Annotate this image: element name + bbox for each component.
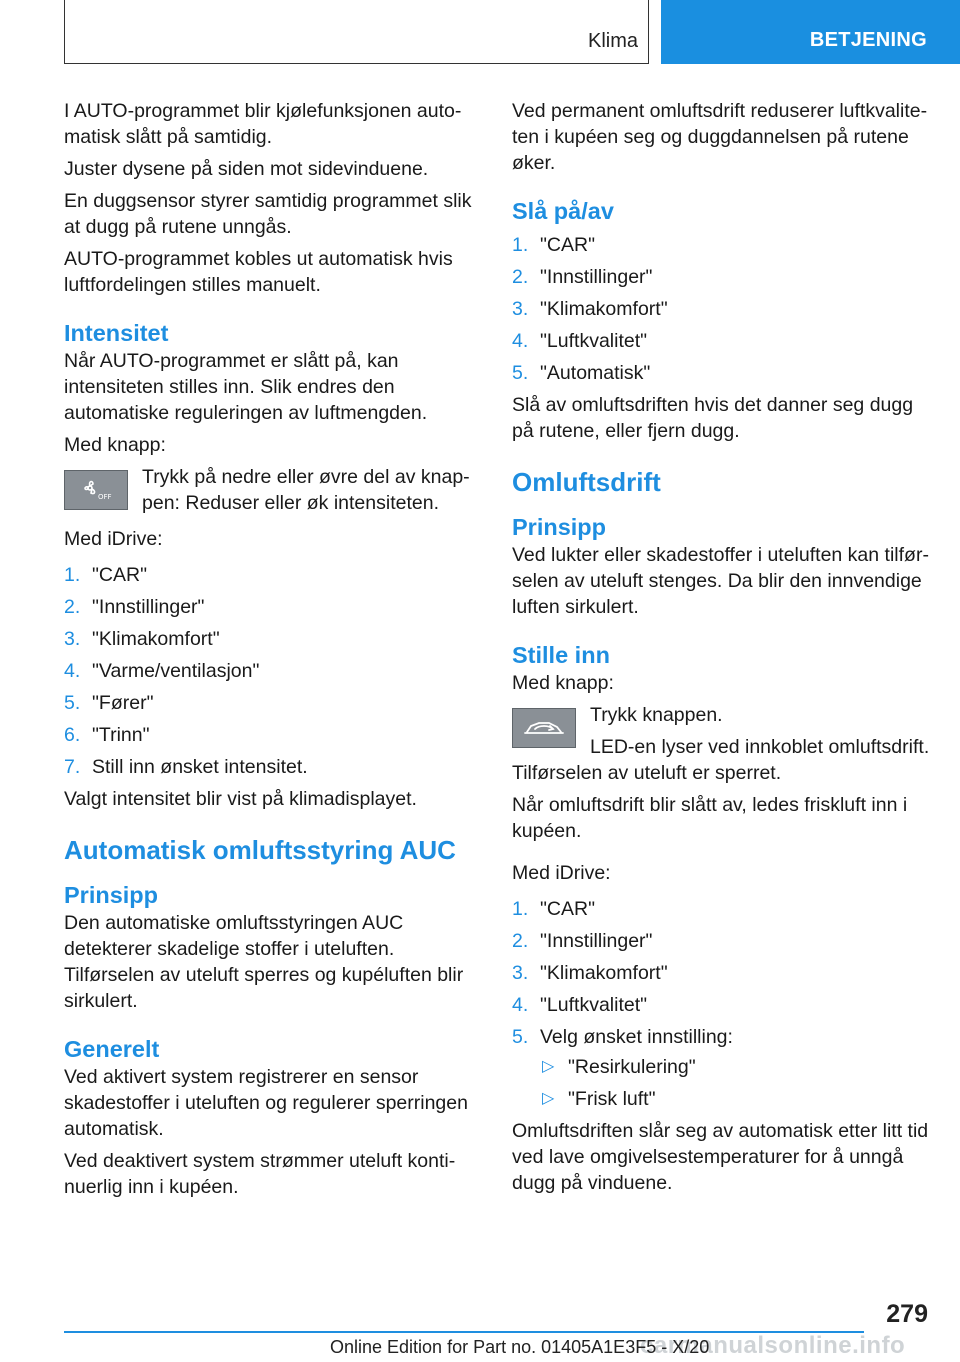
paragraph: I AUTO-programmet blir kjølefunksjonen automatisk slått på samtidig. — [64, 100, 462, 148]
heading-prinsipp: Prinsipp — [64, 882, 159, 908]
list-item: 2. "Innstillinger" — [512, 266, 653, 288]
svg-text:OFF: OFF — [98, 493, 112, 501]
fan-button-description: Trykk på nedre eller øvre del av knappen: Reduser eller øk intensiteten. — [142, 466, 470, 514]
paragraph: Omluftsdriften slår seg av automatisk etter litt tid ved lave omgivelsestemperaturer for å unngå dugg på vinduene. — [512, 1120, 929, 1194]
page-header — [0, 0, 960, 66]
heading-omluftsdrift: Omluftsdrift — [512, 467, 661, 497]
paragraph: Når AUTO-programmet er slått på, kan intensiteten stilles inn. Slik endres den automatiske reguleringen av luftmengden. — [64, 350, 428, 424]
list-item: 4. "Luftkvalitet" — [512, 330, 648, 352]
paragraph: AUTO-programmet kobles ut automatisk hvis luftfordelingen stilles manuelt. — [64, 248, 453, 296]
paragraph: Ved permanent omluftsdrift reduserer luftkvaliteten i kupéen seg og duggdannelsen på rutene øker. — [512, 100, 928, 174]
right-column — [512, 98, 932, 1202]
paragraph: Juster dysene på siden mot sidevinduene. — [64, 158, 429, 180]
page-number: 279 — [886, 1300, 928, 1328]
heading-stille-inn: Stille inn — [512, 642, 610, 668]
list-item: 3. "Klimakomfort" — [512, 962, 668, 984]
paragraph: Ved deaktivert system strømmer uteluft kontinuerlig inn i kupéen. — [64, 1150, 456, 1198]
paragraph: Den automatiske omluftsstyringen AUC detekterer skadelige stoffer i uteluften. Tilførselen av uteluft sperres og kupéluften blir sirkulert. — [64, 912, 464, 1012]
heading-prinsipp: Prinsipp — [512, 514, 607, 540]
list-item: 7. Still inn ønsket intensitet. — [64, 756, 308, 778]
list-item: 5. "Automatisk" — [512, 362, 651, 384]
list-item: 1. "CAR" — [512, 898, 596, 920]
list-item: ▷ "Resirkulering" — [542, 1056, 696, 1078]
knapp-label: Med knapp: — [512, 672, 614, 694]
knapp-label: Med knapp: — [64, 434, 166, 456]
list-item: 5. Velg ønsket innstilling: ▷ "Resirkulering" ▷ "Frisk luft" — [512, 1024, 932, 1112]
list-item: ▷ "Frisk luft" — [542, 1088, 656, 1110]
omluft-substeps — [540, 1054, 932, 1112]
intensitet-steps — [64, 562, 479, 780]
edition-text: Online Edition for Part no. 01405A1E3F5 - X/20 — [330, 1337, 710, 1357]
heading-slaa-paa-av: Slå på/av — [512, 198, 614, 224]
watermark: carmanualsonline.info — [640, 1332, 906, 1359]
recirculation-button-row — [512, 702, 932, 760]
list-item: 3. "Klimakomfort" — [64, 628, 220, 650]
header-section-title — [63, 10, 623, 28]
paragraph: Slå av omluftsdriften hvis det danner seg dugg på rutene, eller fjern dugg. — [512, 394, 914, 442]
list-item: 1. "CAR" — [512, 234, 596, 256]
header-section-box — [64, 0, 649, 64]
list-item: 4. "Varme/ventilasjon" — [64, 660, 260, 682]
omluft-steps — [512, 896, 932, 1112]
list-item: 5. "Fører" — [64, 692, 154, 714]
recirculation-button-description: Trykk knappen. LED-en lyser ved innkoblet omluftsdrift. — [590, 704, 930, 758]
triangle-bullet-icon: ▷ — [542, 1090, 555, 1107]
idrive-label: Med iDrive: — [512, 862, 611, 884]
idrive-label: Med iDrive: — [64, 528, 163, 550]
paragraph: Ved lukter eller skadestoffer i uteluften kan tilførselen av uteluft stenges. Da blir den innvendige luften sirkulert. — [512, 544, 929, 618]
chapter-title: BETJENING — [809, 29, 927, 51]
list-item: 3. "Klimakomfort" — [512, 298, 668, 320]
fan-button-row — [64, 464, 479, 516]
slaa-steps — [512, 232, 932, 386]
paragraph: Når omluftsdrift blir slått av, ledes friskluft inn i kupéen. — [512, 794, 908, 842]
list-item: 1. "CAR" — [64, 564, 148, 586]
left-column — [64, 98, 479, 1206]
chapter-tab — [661, 0, 960, 64]
heading-intensitet: Intensitet — [64, 320, 169, 346]
list-item: 2. "Innstillinger" — [512, 930, 653, 952]
paragraph: En duggsensor styrer samtidig programmet slik at dugg på rutene unngås. — [64, 190, 472, 238]
list-item: 2. "Innstillinger" — [64, 596, 205, 618]
list-item: 6. "Trinn" — [64, 724, 150, 746]
section-title: Klima — [587, 30, 638, 52]
triangle-bullet-icon: ▷ — [542, 1058, 555, 1075]
heading-auc: Automatisk omluftsstyring AUC — [64, 835, 456, 865]
paragraph: Ved aktivert system registrerer en sensor skadestoffer i uteluften og regulerer sperringen automatisk. — [64, 1066, 468, 1140]
heading-generelt: Generelt — [64, 1036, 160, 1062]
paragraph: Valgt intensitet blir vist på klimadisplayet. — [64, 788, 417, 810]
recirculation-button-icon — [512, 708, 576, 748]
paragraph: Tilførselen av uteluft er sperret. — [512, 762, 782, 784]
fan-off-button-icon — [64, 470, 128, 510]
list-item: 4. "Luftkvalitet" — [512, 994, 648, 1016]
